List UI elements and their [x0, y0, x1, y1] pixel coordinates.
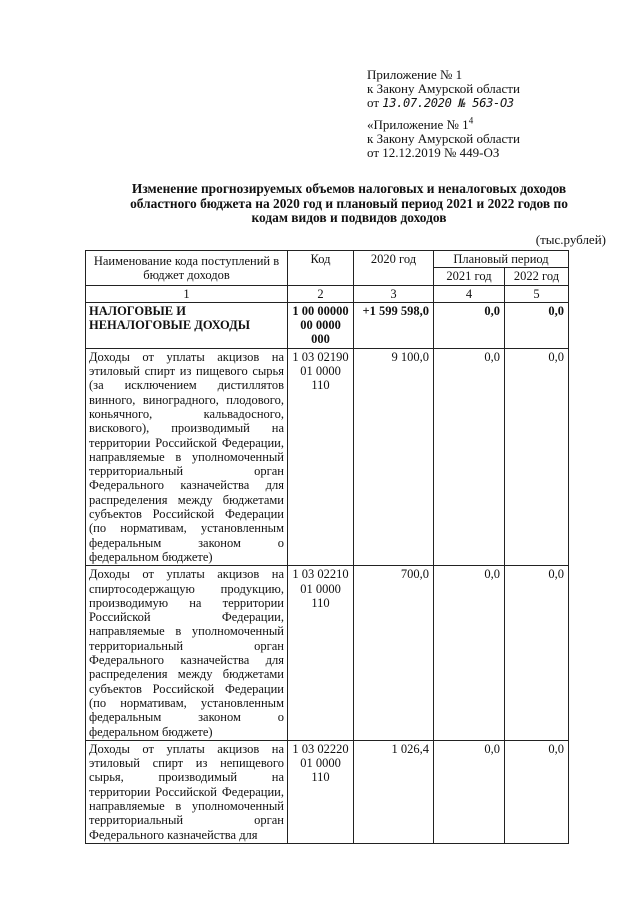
title-line3: кодам видов и подвидов доходов — [251, 210, 447, 225]
row-name-line: вискового), производимый на — [89, 421, 284, 436]
header-2021: 2021 год — [434, 268, 505, 285]
row-name-line: (по нормативам, установленным — [89, 521, 284, 536]
row-name-line: субъектов Российской Федерации — [89, 507, 284, 522]
row-code-line: 01 0000 — [300, 756, 341, 771]
row-value-2021: 0,0 — [434, 740, 505, 843]
appendix-header — [367, 68, 520, 110]
row-name-line: сырья, производимый на — [89, 770, 284, 785]
row-code — [288, 302, 354, 348]
row-code-line: 000 — [311, 332, 330, 347]
revenue-table — [85, 250, 569, 844]
header-planned-period: Плановый период — [434, 251, 569, 268]
unit-label: (тыс.рублей) — [535, 232, 606, 247]
col-number: 4 — [434, 285, 505, 302]
row-name-line: федеральным законом о — [89, 535, 284, 550]
col-number: 1 — [86, 285, 288, 302]
row-value-2022: 0,0 — [505, 566, 569, 741]
appendix-line1: Приложение № 1 — [367, 67, 463, 82]
row-name-line: (по нормативам, установленным — [89, 695, 284, 710]
row-name — [86, 740, 288, 843]
row-name-line: распределения между бюджетами — [89, 667, 284, 682]
row-code-line: 1 03 02220 — [292, 741, 349, 756]
row-code-line: 1 03 02210 — [292, 567, 349, 582]
row-code — [288, 740, 354, 843]
reference-superscript: 4 — [468, 115, 474, 126]
row-value-2021: 0,0 — [434, 348, 505, 565]
reference-header — [367, 115, 520, 160]
row-name-line: Федерального казначейства для — [89, 653, 284, 668]
appendix-line2: к Закону Амурской области — [367, 81, 520, 96]
row-value-2021: 0,0 — [434, 302, 505, 348]
row-code-line: 110 — [311, 770, 330, 785]
row-code-line: 01 0000 — [300, 364, 341, 379]
header-name: Наименование кода поступлений в бюджет доходов — [86, 251, 288, 286]
row-name-line: (за исключением дистиллятов — [89, 378, 284, 393]
title-line1: Изменение прогнозируемых объемов налоговых и неналоговых доходов — [131, 181, 567, 196]
row-code — [288, 348, 354, 565]
column-number-row — [86, 285, 569, 302]
row-name-line: Федерального казначейства для — [89, 827, 258, 842]
row-name-line: Доходы от уплаты акцизов на — [89, 349, 284, 364]
row-name-line: территориальный орган — [89, 813, 284, 828]
reference-line2: к Закону Амурской области — [367, 131, 520, 146]
table-row — [86, 740, 569, 843]
row-name-line: направляемые в уполномоченный — [89, 798, 284, 813]
row-name — [86, 566, 288, 741]
row-name-line: направляемые в уполномоченный — [89, 449, 284, 464]
row-name-line: территориальный орган — [89, 638, 284, 653]
row-code-line: 110 — [311, 378, 330, 393]
row-name-line: коньячного, кальвадосного, — [89, 406, 284, 421]
row-name-line: Доходы от уплаты акцизов на — [89, 741, 284, 756]
row-name-line: НАЛОГОВЫЕ И — [89, 303, 186, 318]
row-value-2021: 0,0 — [434, 566, 505, 741]
table-row — [86, 348, 569, 565]
row-name-line: субъектов Российской Федерации — [89, 681, 284, 696]
row-name-line: федеральном бюджете) — [89, 549, 213, 564]
table-body — [86, 302, 569, 843]
row-code-line: 1 00 00000 — [292, 303, 349, 318]
table-row — [86, 566, 569, 741]
row-code-line: 1 03 02190 — [292, 349, 349, 364]
row-value-2022: 0,0 — [505, 348, 569, 565]
row-name — [86, 302, 288, 348]
row-code — [288, 566, 354, 741]
reference-line1: «Приложение № $1^4$ — [367, 115, 474, 132]
col-number: 2 — [288, 285, 354, 302]
row-value-2020: 700,0 — [354, 566, 434, 741]
appendix-line3 — [367, 96, 520, 110]
row-value-2020: +1 599 598,0 — [354, 302, 434, 348]
row-name-line: направляемые в уполномоченный — [89, 624, 284, 639]
row-name-line: территориальный орган — [89, 464, 284, 479]
row-code-line: 110 — [311, 595, 330, 610]
header-code: Код — [288, 251, 354, 286]
row-code-line: 01 0000 — [300, 581, 341, 596]
row-value-2020: 9 100,0 — [354, 348, 434, 565]
row-value-2022: 0,0 — [505, 302, 569, 348]
row-value-2020: 1 026,4 — [354, 740, 434, 843]
row-code-line: 00 0000 — [300, 318, 341, 333]
row-name-line: распределения между бюджетами — [89, 492, 284, 507]
row-name-line: Российской Федерации, — [89, 610, 284, 625]
header-2020: 2020 год — [354, 251, 434, 286]
table-row — [86, 302, 569, 348]
row-name-line: федеральным законом о — [89, 710, 284, 725]
row-value-2022: 0,0 — [505, 740, 569, 843]
header-2022: 2022 год — [505, 268, 569, 285]
document-title — [84, 182, 614, 226]
title-line2: областного бюджета на 2020 год и плановый период 2021 и 2022 годов по — [130, 195, 568, 211]
col-number: 3 — [354, 285, 434, 302]
row-name-line: спиртосодержащую продукцию, — [89, 581, 284, 596]
row-name — [86, 348, 288, 565]
col-number: 5 — [505, 285, 569, 302]
row-name-line: территории Российской Федерации, — [89, 435, 284, 450]
row-name-line: Доходы от уплаты акцизов на — [89, 567, 284, 582]
reference-line3: от 12.12.2019 № 449-ОЗ — [367, 145, 500, 160]
row-name-line: этиловый спирт из пищевого сырья — [89, 364, 284, 379]
handwritten-date-number: 13.07.2020 № 563-ОЗ — [382, 96, 514, 110]
appendix-date-prefix: от — [367, 95, 380, 110]
row-name-line: винного, виноградного, плодового, — [89, 392, 284, 407]
table-header-row — [86, 251, 569, 268]
row-name-line: территории Российской Федерации, — [89, 784, 284, 799]
row-name-line: этиловый спирт из непищевого — [89, 756, 284, 771]
row-name-line: Федерального казначейства для — [89, 478, 284, 493]
row-name-line: производимую на территории — [89, 595, 284, 610]
row-name-line: федеральном бюджете) — [89, 724, 213, 739]
row-name-line: НЕНАЛОГОВЫЕ ДОХОДЫ — [89, 318, 250, 333]
